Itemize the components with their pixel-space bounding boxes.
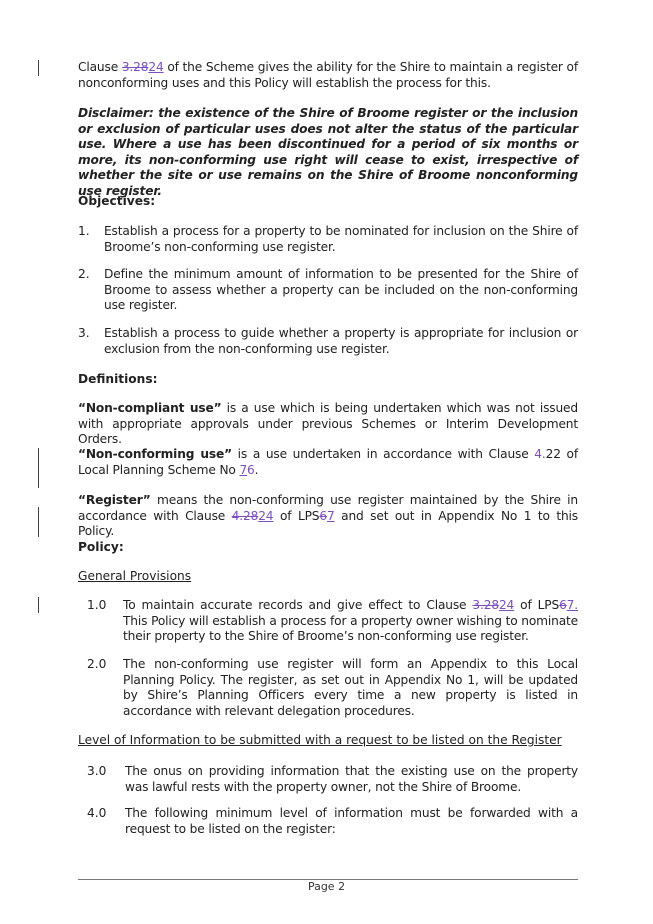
change-bar [38, 448, 39, 488]
definition-non-conforming [78, 447, 578, 478]
page-number: Page 2 [307, 880, 346, 893]
definition-text: means the non-conforming use register maintained by the Shire in accordance with Clause [78, 493, 578, 523]
objective-item [78, 224, 578, 255]
clause-text [123, 598, 578, 645]
deleted-text: 4.28 [231, 508, 259, 523]
inserted-text: 7 [239, 462, 248, 477]
definition-term: “Register” [78, 493, 151, 507]
intro-paragraph [78, 60, 578, 91]
deleted-text: 3.28 [121, 60, 149, 74]
list-number: 1. [78, 224, 90, 238]
definition-term: “Non-conforming use” [78, 447, 232, 461]
change-bar [38, 597, 39, 613]
inserted-text: 24 [258, 508, 274, 523]
clause-text-part: This Policy will establish a process for a property owner wishing to nominate their property to the Shire of Broome’s non-conforming use register. [123, 613, 578, 643]
objective-item [78, 326, 578, 357]
deleted-text: 6 [319, 508, 327, 523]
change-bar [38, 60, 39, 76]
policy-clause-2 [78, 657, 578, 719]
deleted-text: 6 [559, 598, 567, 612]
deleted-text: 3.28 [472, 598, 499, 612]
deleted-text: 4. [534, 447, 546, 461]
clause-text: The onus on providing information that the existing use on the property was lawful rests with the property owner, not the Shire of Broome. [125, 764, 578, 794]
objective-text: Define the minimum amount of information to be presented for the Shire of Broome to assess whether a property can be included on the non-conforming use register. [104, 267, 578, 312]
clause-text-part: of LPS [514, 598, 560, 612]
clause-text: The non-conforming use register will form an Appendix to this Local Planning Policy. The register, as set out in Appendix No 1, will be updated by Shire’s Planning Officers every time a new property is listed in accordance with relevant delegation procedures. [123, 657, 578, 718]
definitions-heading: Definitions: [78, 372, 158, 386]
clause-text-part: To maintain accurate records and give effect to Clause [123, 598, 473, 612]
definition-text: 22 of Local Planning Scheme No [78, 447, 578, 477]
clause-number: 2.0 [87, 657, 107, 671]
clause-number: 4.0 [87, 806, 107, 820]
inserted-text: 24 [148, 60, 164, 74]
level-of-information-heading: Level of Information to be submitted with a request to be listed on the Register [78, 733, 562, 747]
definition-text: . [254, 462, 259, 477]
policy-clause-3 [78, 764, 578, 795]
inserted-text: 7. [566, 598, 578, 612]
definition-text: of LPS [273, 508, 320, 523]
definition-text: is a use which is being undertaken which was not issued with appropriate approvals under previous Schemes or Interim Development Orders. [78, 401, 578, 446]
objective-text: Establish a process for a property to be nominated for inclusion on the Shire of Broome’s non-conforming use register. [104, 224, 578, 254]
definition-text: is a use undertaken in accordance with Clause [231, 447, 535, 461]
clause-number: 3.0 [87, 764, 107, 778]
general-provisions-heading: General Provisions [78, 569, 192, 583]
definition-term: “Non-compliant use” [78, 401, 222, 415]
objectives-heading: Objectives: [78, 194, 156, 208]
list-number: 2. [78, 267, 90, 281]
policy-clause-1 [78, 598, 578, 645]
intro-text: of the Scheme gives the ability for the Shire to maintain a register of nonconforming uses and this Policy will establish the process for this. [78, 60, 579, 90]
definition-register [78, 493, 578, 540]
list-number: 3. [78, 326, 90, 340]
clause-text: The following minimum level of information must be forwarded with a request to be listed on the register: [125, 806, 578, 836]
policy-heading: Policy: [78, 540, 124, 554]
inserted-text: 7 [326, 508, 335, 523]
disclaimer-paragraph: Disclaimer: the existence of the Shire of Broome register or the inclusion or exclusion of particular uses does not alter the status of the particular use. Where a use has been discontinued for a period of six months or more, its non-conforming use right will cease to exist, irrespective of whether the site or use remains on the Shire of Broome nonconforming use register. [78, 106, 578, 198]
objective-text: Establish a process to guide whether a property is appropriate for inclusion or exclusion from the non-conforming use register. [104, 326, 578, 356]
inserted-text: 24 [498, 598, 515, 612]
clause-number: 1.0 [87, 598, 107, 612]
intro-text: Clause [78, 60, 122, 74]
definition-text: and set out in Appendix No 1 to this Policy. [78, 508, 578, 538]
policy-clause-4 [78, 806, 578, 837]
change-bar [38, 507, 39, 537]
changed-text: 6 [247, 462, 255, 477]
objective-item [78, 267, 578, 314]
definition-non-compliant [78, 401, 578, 448]
